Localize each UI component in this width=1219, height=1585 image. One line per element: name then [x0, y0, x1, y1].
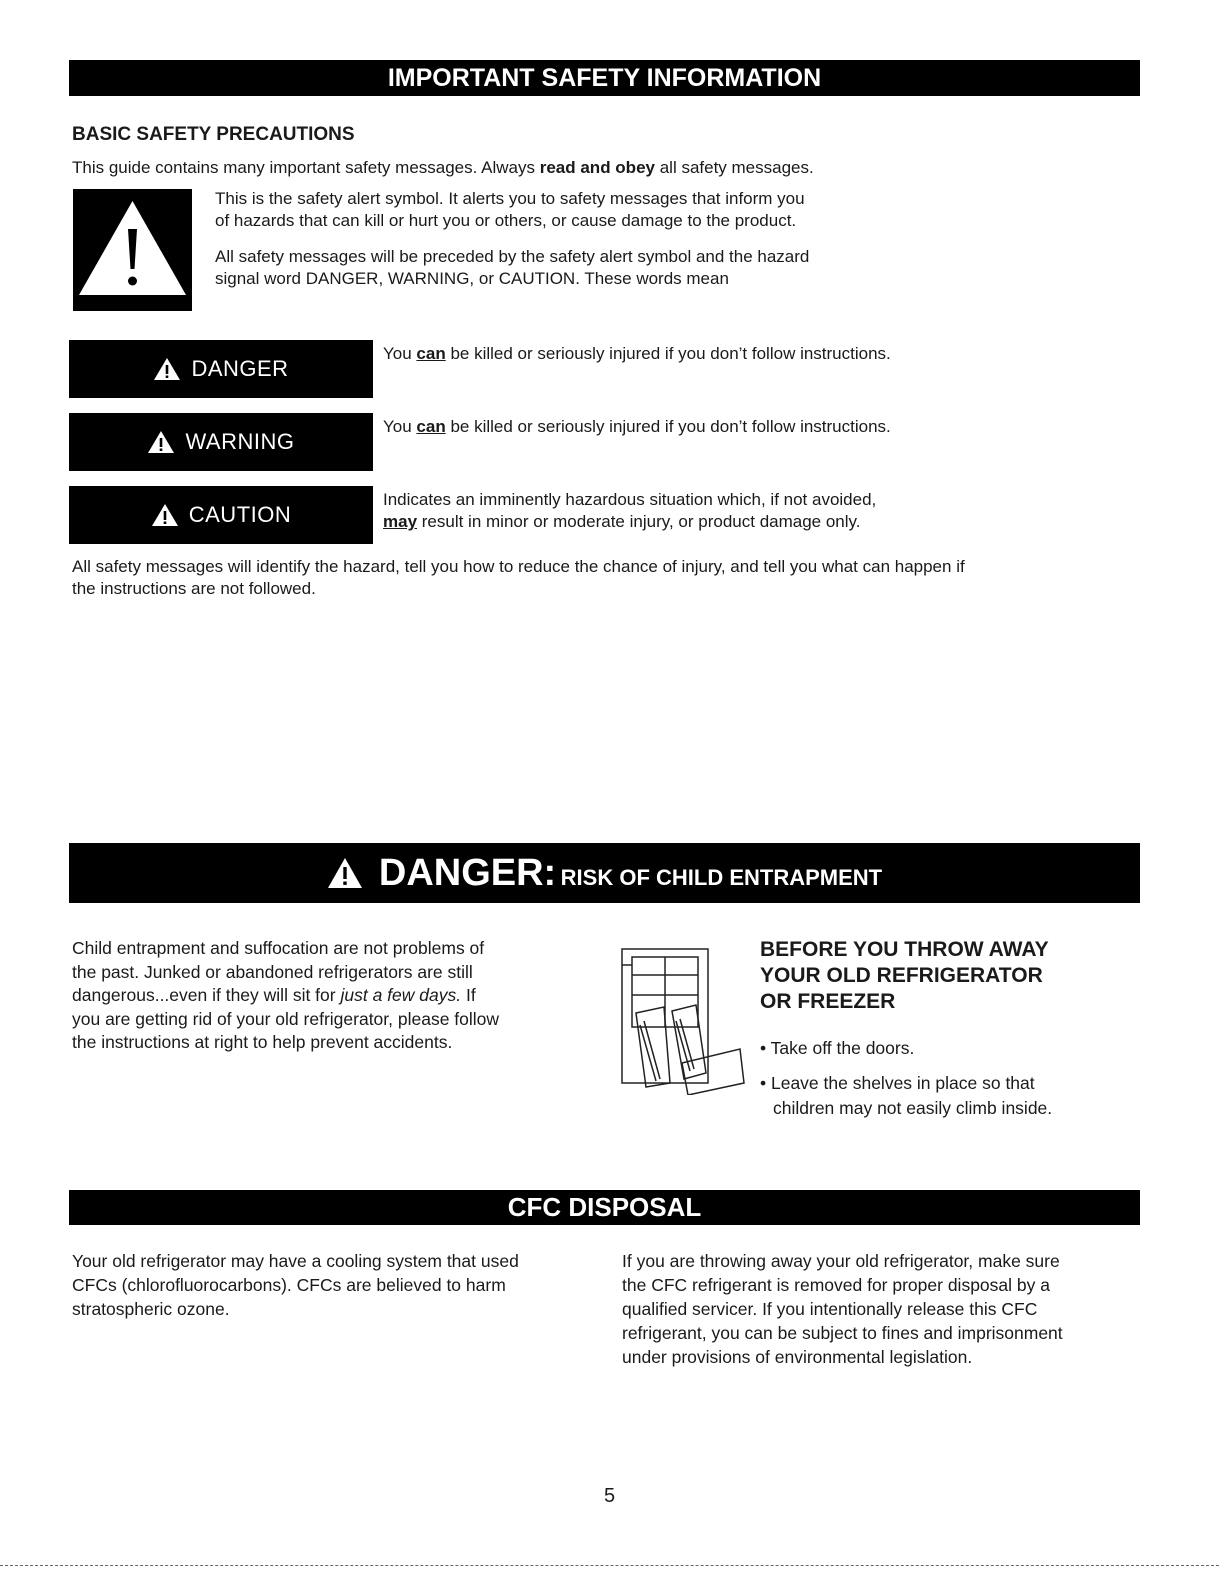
- paragraph-line: qualified servicer. If you intentionally release this CFC: [622, 1299, 1038, 1319]
- all-messages-paragraph: [72, 556, 1142, 600]
- desc-text: You: [383, 417, 417, 436]
- paragraph-line: the instructions are not followed.: [72, 579, 316, 598]
- desc-text: be killed or seriously injured if you don’t follow instructions.: [445, 344, 891, 363]
- banner-subtitle: RISK OF CHILD ENTRAPMENT: [560, 865, 883, 890]
- paragraph-line: refrigerant, you can be subject to fines and imprisonment: [622, 1323, 1063, 1343]
- bullet-leave-shelves: [760, 1071, 1052, 1121]
- desc-line: [383, 511, 1123, 533]
- alert-triangle-icon: [327, 857, 363, 889]
- safety-alert-symbol-icon: [73, 189, 192, 311]
- cfc-right-paragraph: [622, 1249, 1142, 1369]
- bullet-line: • Leave the shelves in place so that: [760, 1073, 1035, 1093]
- signal-word: WARNING: [185, 429, 295, 454]
- warning-description: [383, 416, 1123, 438]
- banner-title: DANGER:: [378, 852, 557, 894]
- banner-title: IMPORTANT SAFETY INFORMATION: [387, 64, 822, 92]
- desc-emphasis: can: [416, 344, 446, 363]
- alert-triangle-icon: [151, 503, 179, 527]
- section-banner-child-entrapment: [69, 843, 1140, 903]
- intro-text: This guide contains many important safety messages. Always: [72, 158, 540, 177]
- preceded-description: [215, 246, 935, 290]
- symbol-line: This is the safety alert symbol. It alerts you to safety messages that inform you: [215, 189, 805, 208]
- paragraph-line: [72, 984, 572, 1008]
- desc-emphasis: may: [383, 512, 418, 531]
- paragraph-line: Child entrapment and suffocation are not problems of: [72, 938, 485, 958]
- caution-description: [383, 489, 1123, 533]
- preceded-line: signal word DANGER, WARNING, or CAUTION. These words mean: [215, 269, 729, 288]
- cfc-left-paragraph: [72, 1249, 592, 1321]
- heading-line: YOUR OLD REFRIGERATOR: [760, 964, 1043, 987]
- paragraph-line: stratospheric ozone.: [72, 1299, 230, 1319]
- child-entrapment-paragraph: [72, 937, 572, 1055]
- desc-emphasis: can: [416, 417, 446, 436]
- banner-title: CFC DISPOSAL: [507, 1192, 702, 1222]
- paragraph-text: If: [461, 985, 476, 1005]
- paragraph-italic: just a few days.: [340, 985, 462, 1005]
- section-banner-cfc-disposal: [69, 1190, 1140, 1225]
- heading-line: BEFORE YOU THROW AWAY: [760, 938, 1049, 961]
- heading-line: OR FREEZER: [760, 990, 896, 1013]
- refrigerator-illustration: [612, 945, 752, 1095]
- paragraph-line: the CFC refrigerant is removed for proper disposal by a: [622, 1275, 1050, 1295]
- intro-text-end: all safety messages.: [654, 158, 814, 177]
- warning-signal-label: [69, 413, 373, 471]
- symbol-description: [215, 188, 935, 232]
- desc-text: be killed or seriously injured if you don’t follow instructions.: [445, 417, 891, 436]
- preceded-line: All safety messages will be preceded by the safety alert symbol and the hazard: [215, 247, 810, 266]
- paragraph-line: the instructions at right to help prevent accidents.: [72, 1032, 453, 1052]
- paragraph-line: All safety messages will identify the hazard, tell you how to reduce the chance of injury, and tell you what can happen if: [72, 557, 965, 576]
- paragraph-line: Your old refrigerator may have a cooling system that used: [72, 1251, 519, 1271]
- bullet-line: children may not easily climb inside.: [773, 1098, 1053, 1118]
- bullet-take-off-doors: • Take off the doors.: [760, 1038, 915, 1058]
- caution-signal-label: [69, 486, 373, 544]
- intro-paragraph: [72, 157, 814, 179]
- danger-description: [383, 343, 1123, 365]
- paragraph-line: the past. Junked or abandoned refrigerators are still: [72, 961, 473, 982]
- signal-word: CAUTION: [188, 502, 292, 527]
- basic-precautions-heading: BASIC SAFETY PRECAUTIONS: [72, 124, 355, 145]
- danger-signal-label: [69, 340, 373, 398]
- intro-bold-text: read and obey: [539, 158, 655, 177]
- paragraph-line: you are getting rid of your old refrigerator, please follow: [72, 1008, 500, 1029]
- alert-triangle-icon: [147, 430, 175, 454]
- page-number: 5: [603, 1485, 616, 1507]
- section-banner-safety: [69, 60, 1140, 96]
- alert-triangle-icon: [153, 357, 181, 381]
- paragraph-line: If you are throwing away your old refrigerator, make sure: [622, 1251, 1060, 1271]
- signal-word: DANGER: [191, 356, 289, 381]
- paragraph-line: under provisions of environmental legislation.: [622, 1347, 973, 1367]
- paragraph-line: CFCs (chlorofluorocarbons). CFCs are believed to harm: [72, 1275, 506, 1295]
- desc-line: Indicates an imminently hazardous situation which, if not avoided,: [383, 490, 877, 509]
- desc-text: result in minor or moderate injury, or product damage only.: [417, 512, 861, 531]
- paragraph-text: dangerous...even if they will sit for: [72, 985, 341, 1005]
- before-throw-away-heading: [760, 937, 1049, 1015]
- symbol-line: of hazards that can kill or hurt you or others, or cause damage to the product.: [215, 211, 797, 230]
- bottom-divider: [0, 1565, 1219, 1566]
- desc-text: You: [383, 344, 417, 363]
